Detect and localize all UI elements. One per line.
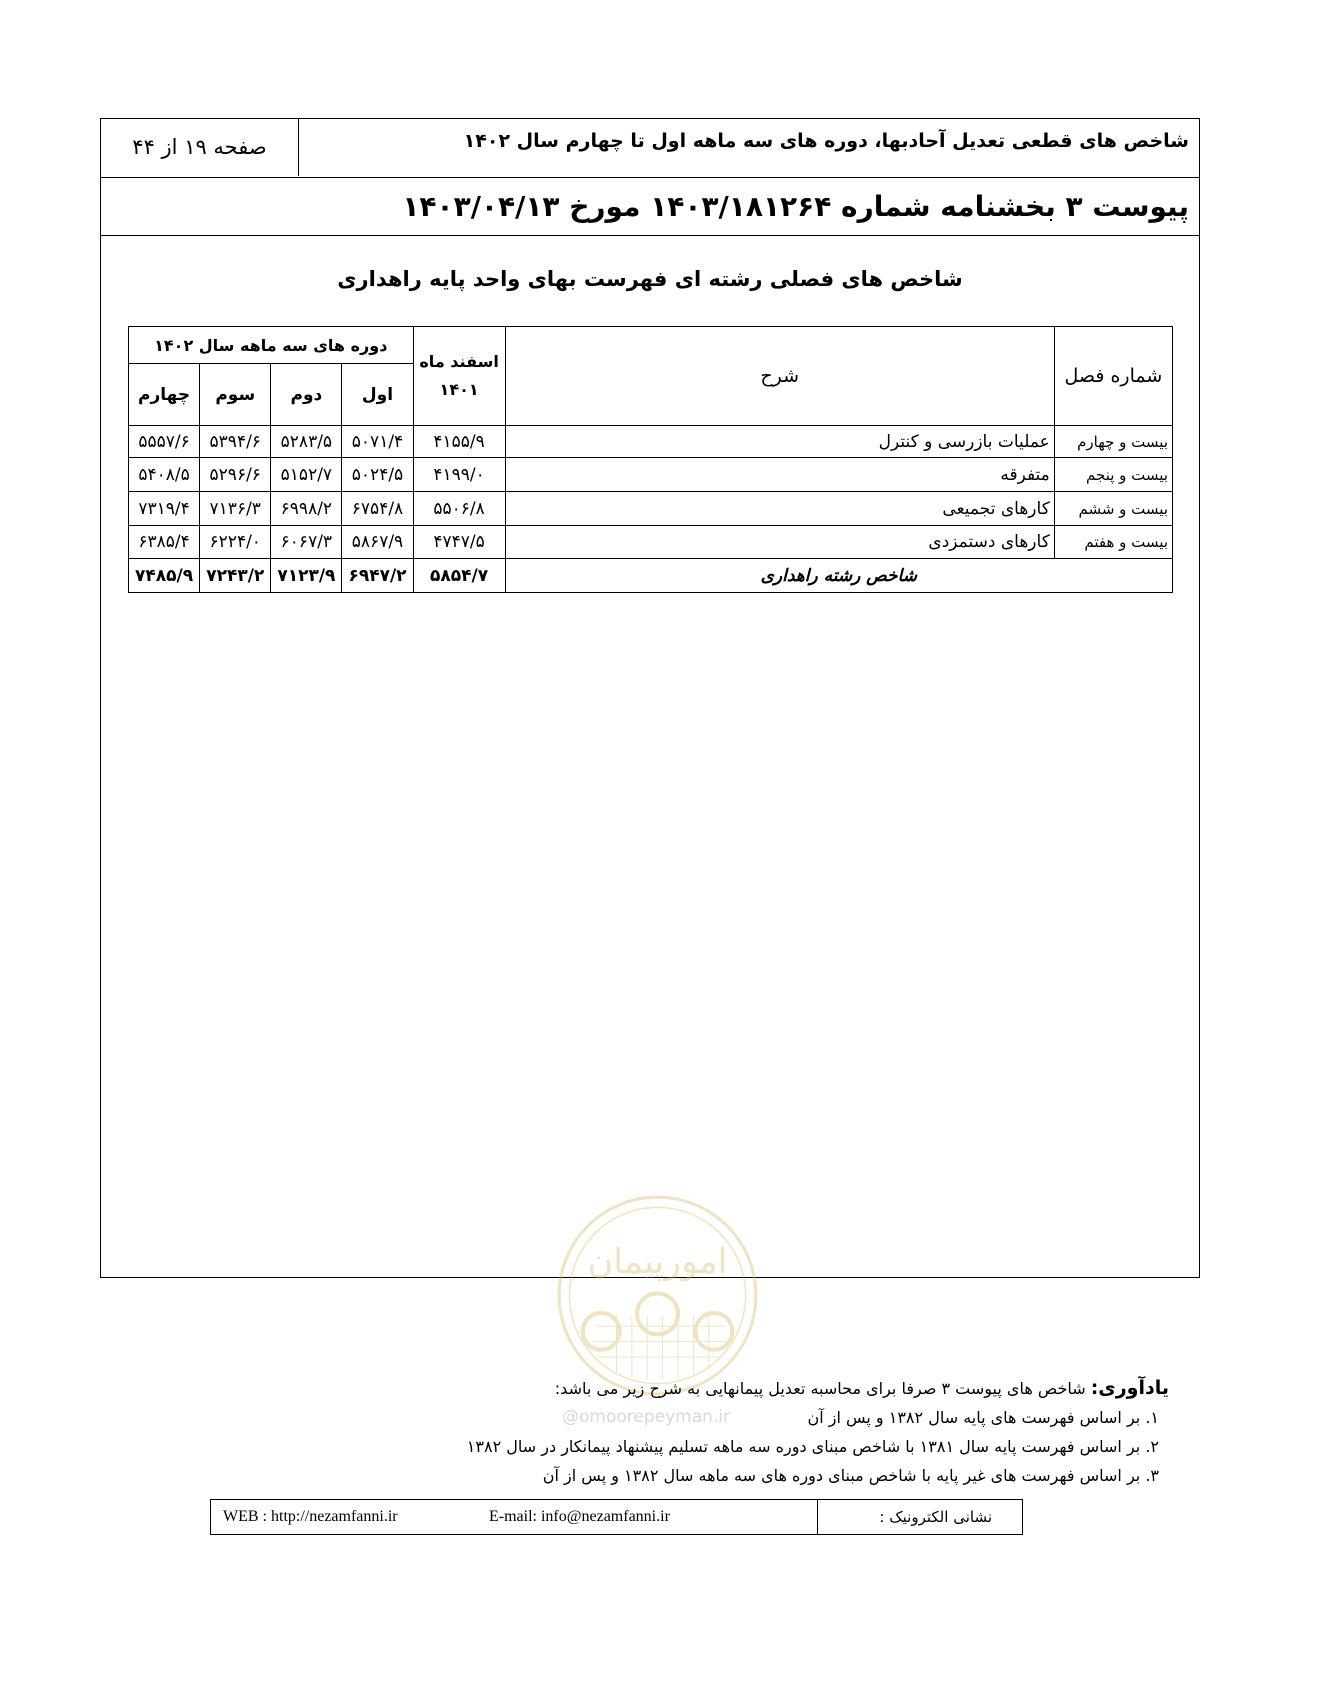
watermark-logo (555, 1193, 760, 1398)
header-row (101, 119, 1199, 178)
summary-q2: ۷۱۲۳/۹ (271, 559, 342, 593)
footer-box (210, 1499, 1023, 1535)
header-q2: دوم (271, 364, 342, 426)
row-description: متفرقه (505, 458, 1054, 492)
note-heading: یادآوری: (1090, 1377, 1169, 1399)
row-description: عملیات بازرسی و کنترل (505, 426, 1054, 458)
row-q1: ۵۸۶۷/۹ (342, 526, 413, 559)
row-chapter: بیست و ششم (1054, 492, 1172, 526)
summary-q3: ۷۲۴۳/۲ (200, 559, 271, 593)
page-number: صفحه ۱۹ از ۴۴ (101, 119, 299, 176)
summary-esfand: ۵۸۵۴/۷ (413, 559, 505, 593)
row-q1: ۵۰۲۴/۵ (342, 458, 413, 492)
note-intro: شاخص های پیوست ۳ صرفا برای محاسبه تعدیل پیمانهایی به شرح زیر می باشد: (554, 1379, 1091, 1398)
table-row (129, 426, 1173, 458)
row-q3: ۵۳۹۴/۶ (200, 426, 271, 458)
row-chapter: بیست و هفتم (1054, 526, 1172, 559)
header-esfand-year: ۱۴۰۱ (439, 380, 479, 399)
header-esfand (413, 327, 505, 426)
row-q1: ۵۰۷۱/۴ (342, 426, 413, 458)
summary-row (129, 559, 1173, 593)
table-row (129, 458, 1173, 492)
circular-subtitle: پیوست ۳ بخشنامه شماره ۱۴۰۳/۱۸۱۲۶۴ مورخ ۱۴۰۳/۰۴/۱۳ (101, 178, 1199, 236)
row-q2: ۵۲۸۳/۵ (271, 426, 342, 458)
page-frame (100, 118, 1200, 1278)
notes (269, 1374, 1169, 1490)
header-q4: چهارم (129, 364, 200, 426)
note-item: ۱. بر اساس فهرست های پایه سال ۱۳۸۲ و پس از آن (807, 1408, 1159, 1427)
summary-label: شاخص رشته راهداری (505, 559, 1172, 593)
summary-q4: ۷۴۸۵/۹ (129, 559, 200, 593)
row-q2: ۶۰۶۷/۳ (271, 526, 342, 559)
note-item: ۲. بر اساس فهرست پایه سال ۱۳۸۱ با شاخص مبنای دوره سه ماهه تسلیم پیشنهاد پیمانکار در سال ۱۳۸۲ (466, 1437, 1159, 1456)
footer-email-link[interactable]: E-mail: info@nezamfanni.ir (489, 1508, 670, 1525)
summary-q1: ۶۹۴۷/۲ (342, 559, 413, 593)
row-q3: ۶۲۲۴/۰ (200, 526, 271, 559)
header-q3: سوم (200, 364, 271, 426)
header-esfand-month: اسفند ماه (419, 352, 499, 371)
row-description: کارهای دستمزدی (505, 526, 1054, 559)
row-esfand: ۴۱۹۹/۰ (413, 458, 505, 492)
row-esfand: ۴۱۵۵/۹ (413, 426, 505, 458)
row-chapter: بیست و پنجم (1054, 458, 1172, 492)
row-q2: ۶۹۹۸/۲ (271, 492, 342, 526)
row-q4: ۶۳۸۵/۴ (129, 526, 200, 559)
header-chapter: شماره فصل (1054, 327, 1172, 426)
row-esfand: ۴۷۴۷/۵ (413, 526, 505, 559)
footer-label: نشانی الکترونیک : (817, 1500, 1022, 1534)
section-title: شاخص های فصلی رشته ای فهرست بهای واحد پایه راهداری (337, 267, 963, 291)
row-chapter: بیست و چهارم (1054, 426, 1172, 458)
header-quarters: دوره های سه ماهه سال ۱۴۰۲ (129, 327, 414, 364)
row-q2: ۵۱۵۲/۷ (271, 458, 342, 492)
footer-web-link[interactable]: WEB : http://nezamfanni.ir (223, 1508, 398, 1525)
watermark-site: @omoorepeyman.ir (562, 1407, 731, 1427)
row-q1: ۶۷۵۴/۸ (342, 492, 413, 526)
row-description: کارهای تجمیعی (505, 492, 1054, 526)
document-title: شاخص های قطعی تعدیل آحادبها، دوره های سه ماهه اول تا چهارم سال ۱۴۰۲ (463, 130, 1189, 152)
header-description: شرح (505, 327, 1054, 426)
row-q4: ۵۴۰۸/۵ (129, 458, 200, 492)
watermark-text: امورپیمان (587, 1241, 728, 1282)
note-item: ۳. بر اساس فهرست های غیر پایه با شاخص مبنای دوره های سه ماهه سال ۱۳۸۲ و پس از آن (542, 1466, 1159, 1485)
note-intro-line (269, 1374, 1169, 1403)
header-q1: اول (342, 364, 413, 426)
row-q3: ۷۱۳۶/۳ (200, 492, 271, 526)
row-q3: ۵۲۹۶/۶ (200, 458, 271, 492)
row-esfand: ۵۵۰۶/۸ (413, 492, 505, 526)
row-q4: ۵۵۵۷/۶ (129, 426, 200, 458)
table-row (129, 526, 1173, 559)
row-q4: ۷۳۱۹/۴ (129, 492, 200, 526)
table-row (129, 492, 1173, 526)
index-table (128, 326, 1173, 593)
